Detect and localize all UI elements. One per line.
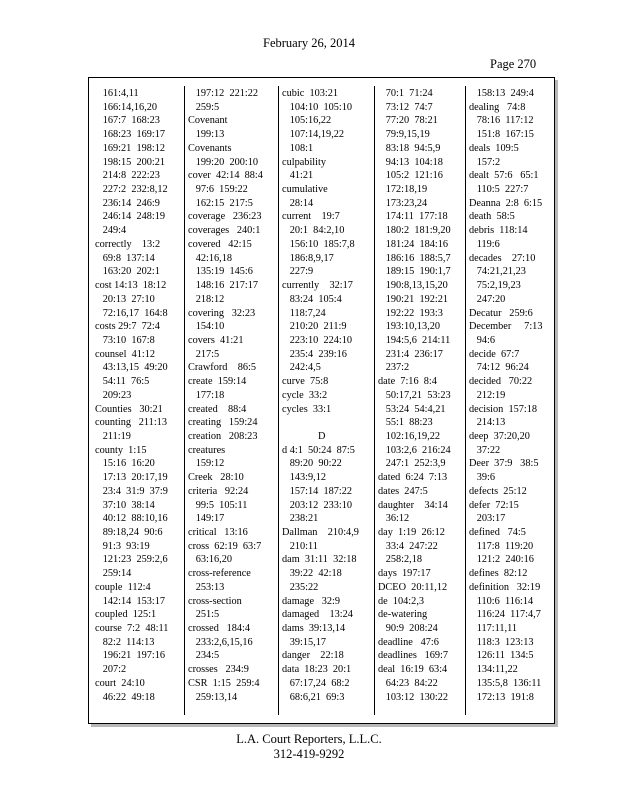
index-entry-line: day 1:19 26:12 — [378, 527, 445, 538]
index-entry-line: December 7:13 — [469, 321, 543, 333]
index-entry-line: dealt 57:6 65:1 — [469, 170, 539, 182]
index-entry-line: deadlines 169:7 — [378, 650, 449, 662]
index-entry-line: 177:18 — [188, 389, 225, 401]
index-entry-line: 217:5 — [188, 348, 220, 360]
index-entry-line: 234:5 — [188, 650, 220, 662]
index-entry-line: 223:10 224:10 — [282, 334, 353, 346]
index-entry-line: decades 27:10 — [469, 252, 536, 264]
index-entry-line: 134:11,22 — [469, 664, 518, 676]
index-entry-line: 68:6,21 69:3 — [282, 691, 345, 703]
index-entry-line: 110:5 227:7 — [469, 184, 529, 196]
index-entry-line: 167:7 168:23 — [95, 115, 160, 127]
index-entry-line: Deer 37:9 38:5 — [469, 458, 539, 470]
index-entry-line: Counties 30:21 — [95, 403, 163, 415]
index-entry-line: costs 29:7 72:4 — [95, 321, 160, 333]
index-entry-line: 242:4,5 — [282, 362, 321, 374]
index-entry-line: crosses 234:9 — [188, 664, 249, 676]
index-entry-line: criteria 92:24 — [188, 485, 249, 497]
index-column-2 — [188, 87, 263, 704]
column-divider — [374, 86, 375, 715]
index-entry-line — [282, 416, 359, 430]
index-entry-line: 168:23 169:17 — [95, 129, 166, 141]
index-entry-line: curve 75:8 — [282, 376, 329, 388]
index-entry-line: 259:5 — [188, 101, 220, 113]
index-entry-line: current 19:7 — [282, 211, 340, 223]
index-entry-line: danger 22:18 — [282, 650, 344, 662]
index-entry-line: dams 39:13,14 — [282, 623, 346, 635]
index-entry-line: 156:10 185:7,8 — [282, 238, 355, 250]
index-entry-line: 135:19 145:6 — [188, 266, 253, 278]
index-entry-line: 199:20 200:10 — [188, 156, 259, 168]
index-entry-line: 116:24 117:4,7 — [469, 609, 541, 621]
index-entry-line: creating 159:24 — [188, 417, 258, 429]
index-entry-line: Dallman 210:4,9 — [282, 527, 359, 538]
index-entry-line: 235:22 — [282, 581, 319, 593]
index-entry-line: 142:14 153:17 — [95, 595, 166, 607]
index-entry-line: 63:16,20 — [188, 554, 233, 566]
index-entry-line: cross 62:19 63:7 — [188, 540, 262, 552]
index-entry-line: 209:23 — [95, 389, 132, 401]
index-entry-line: 37:10 38:14 — [95, 499, 155, 511]
index-entry-line: creation 208:23 — [188, 430, 258, 442]
index-entry-line: critical 13:16 — [188, 527, 248, 538]
index-entry-line: 23:4 31:9 37:9 — [95, 485, 168, 497]
transcript-date: February 26, 2014 — [263, 36, 355, 50]
index-entry-line: covering 32:23 — [188, 307, 256, 319]
index-entry-line: CSR 1:15 259:4 — [188, 677, 260, 689]
index-entry-line: cumulative — [282, 184, 328, 196]
index-entry-line: 54:11 76:5 — [95, 376, 150, 388]
index-entry-line: 180:2 181:9,20 — [378, 225, 451, 237]
index-entry-line: 249:4 — [95, 225, 127, 237]
index-entry-line: 53:24 54:4,21 — [378, 403, 446, 415]
index-entry-line: 172:13 191:8 — [469, 691, 534, 703]
index-entry-line: 67:17,24 68:2 — [282, 677, 350, 689]
index-entry-line: 169:21 198:12 — [95, 142, 166, 154]
index-entry-line: Crawford 86:5 — [188, 362, 257, 374]
index-entry-line: 157:2 — [469, 156, 501, 168]
index-entry-line: death 58:5 — [469, 211, 515, 223]
index-entry-line: 157:14 187:22 — [282, 485, 353, 497]
index-entry-line: Covenants — [188, 142, 232, 154]
index-entry-line: 203:12 233:10 — [282, 499, 353, 511]
index-column-5 — [469, 87, 542, 704]
index-entry-line: cross-reference — [188, 568, 251, 580]
index-entry-line: 259:14 — [95, 568, 132, 580]
index-entry-line: 227:2 232:8,12 — [95, 184, 168, 196]
index-entry-line: deal 16:19 63:4 — [378, 664, 448, 676]
index-entry-line: DCEO 20:11,12 — [378, 581, 448, 593]
index-column-1 — [95, 87, 168, 704]
index-entry-line: deadline 47:6 — [378, 636, 439, 648]
index-entry-line: 82:2 114:13 — [95, 636, 155, 648]
index-entry-line: 166:14,16,20 — [95, 101, 158, 113]
index-column-3 — [282, 87, 359, 704]
index-entry-line: D — [282, 430, 326, 442]
index-entry-line: de 104:2,3 — [378, 595, 425, 607]
index-entry-line: 151:8 167:15 — [469, 129, 534, 141]
index-entry-line: daughter 34:14 — [378, 499, 448, 511]
index-entry-line: 99:5 105:11 — [188, 499, 248, 511]
index-entry-line: 83:24 105:4 — [282, 293, 342, 305]
index-entry-line: 119:6 — [469, 238, 500, 250]
index-entry-line: 126:11 134:5 — [469, 650, 534, 662]
index-entry-line: 118:7,24 — [282, 307, 326, 319]
index-entry-line: 97:6 159:22 — [188, 184, 248, 196]
index-entry-line: 42:16,18 — [188, 252, 233, 264]
index-entry-line: 149:17 — [188, 513, 225, 525]
index-entry-line: defined 74:5 — [469, 527, 526, 538]
index-entry-line: 70:1 71:24 — [378, 88, 433, 99]
index-entry-line: couple 112:4 — [95, 581, 151, 593]
index-entry-line: 78:16 117:12 — [469, 115, 534, 127]
index-entry-line: 107:14,19,22 — [282, 129, 345, 141]
index-entry-line: 40:12 88:10,16 — [95, 513, 168, 525]
index-entry-line: 94:6 — [469, 334, 496, 346]
index-entry-line: currently 32:17 — [282, 280, 353, 292]
index-entry-line: 46:22 49:18 — [95, 691, 155, 703]
index-entry-line: cycles 33:1 — [282, 403, 332, 415]
index-entry-line: decide 67:7 — [469, 348, 520, 360]
index-entry-line: 83:18 94:5,9 — [378, 142, 441, 154]
index-entry-line: 94:13 104:18 — [378, 156, 443, 168]
index-entry-line: coupled 125:1 — [95, 609, 157, 621]
index-entry-line: 20:13 27:10 — [95, 293, 155, 305]
index-entry-line: data 18:23 20:1 — [282, 664, 352, 676]
index-entry-line: correctly 13:2 — [95, 238, 161, 250]
index-entry-line: cubic 103:21 — [282, 88, 339, 99]
index-entry-line: 108:1 — [282, 142, 314, 154]
index-entry-line: 247:1 252:3,9 — [378, 458, 446, 470]
index-entry-line: decided 70:22 — [469, 376, 533, 388]
index-entry-line: creatures — [188, 444, 226, 456]
index-entry-line: 37:22 — [469, 444, 501, 456]
index-entry-line: 79:9,15,19 — [378, 129, 430, 141]
index-entry-line: 161:4,11 — [95, 88, 139, 99]
index-entry-line: 192:22 193:3 — [378, 307, 443, 319]
index-entry-line: 121:23 259:2,6 — [95, 554, 168, 566]
index-entry-line: dates 247:5 — [378, 485, 428, 497]
index-entry-line: 253:13 — [188, 581, 225, 593]
index-entry-line: 190:21 192:21 — [378, 293, 449, 305]
index-entry-line: 211:19 — [95, 430, 131, 442]
column-divider — [465, 86, 466, 715]
index-entry-line: 143:9,12 — [282, 472, 327, 484]
reporter-phone: 312-419-9292 — [273, 747, 345, 761]
index-entry-line: create 159:14 — [188, 376, 247, 388]
index-entry-line: 105:2 121:16 — [378, 170, 443, 182]
index-entry-line: deals 109:5 — [469, 142, 519, 154]
index-entry-line: 75:2,19,23 — [469, 280, 521, 292]
index-entry-line: 197:12 221:22 — [188, 88, 259, 99]
index-entry-line: 214:8 222:23 — [95, 170, 160, 182]
index-entry-line: course 7:2 48:11 — [95, 623, 169, 635]
column-divider — [184, 86, 185, 715]
index-entry-line: deep 37:20,20 — [469, 430, 530, 442]
index-entry-line: defer 72:15 — [469, 499, 519, 511]
index-entry-line: 193:10,13,20 — [378, 321, 441, 333]
index-entry-line: 69:8 137:14 — [95, 252, 155, 264]
index-entry-line: 74:12 96:24 — [469, 362, 529, 374]
index-entry-line: 199:13 — [188, 129, 225, 141]
index-entry-line: 247:20 — [469, 293, 506, 305]
index-entry-line: 90:9 208:24 — [378, 623, 438, 635]
index-entry-line: 194:5,6 214:11 — [378, 334, 451, 346]
index-entry-line: 210:20 211:9 — [282, 321, 347, 333]
index-entry-line: 33:4 247:22 — [378, 540, 438, 552]
index-entry-line: coverage 236:23 — [188, 211, 262, 223]
index-entry-line: damage 32:9 — [282, 595, 341, 607]
index-entry-line: 73:12 74:7 — [378, 101, 433, 113]
index-entry-line: created 88:4 — [188, 403, 247, 415]
index-entry-line: county 1:15 — [95, 444, 147, 456]
index-entry-line: 77:20 78:21 — [378, 115, 438, 127]
index-entry-line: 73:10 167:8 — [95, 334, 155, 346]
index-entry-line: 186:8,9,17 — [282, 252, 334, 264]
index-entry-line: defects 25:12 — [469, 485, 527, 497]
index-entry-line: de-watering — [378, 609, 428, 621]
index-entry-line: 91:3 93:19 — [95, 540, 150, 552]
index-entry-line: 212:19 — [469, 389, 506, 401]
index-entry-line: 237:2 — [378, 362, 410, 374]
index-entry-line: date 7:16 8:4 — [378, 376, 437, 388]
index-entry-line: decision 157:18 — [469, 403, 538, 415]
index-entry-line: cross-section — [188, 595, 242, 607]
index-entry-line: Deanna 2:8 6:15 — [469, 197, 543, 209]
index-frame — [88, 77, 555, 724]
index-entry-line: dam 31:11 32:18 — [282, 554, 357, 566]
index-entry-line: crossed 184:4 — [188, 623, 251, 635]
index-entry-line: 196:21 197:16 — [95, 650, 166, 662]
index-entry-line: 89:18,24 90:6 — [95, 527, 163, 538]
index-entry-line: 117:8 119:20 — [469, 540, 534, 552]
index-entry-line: 28:14 — [282, 197, 314, 209]
index-entry-line: 72:16,17 164:8 — [95, 307, 168, 319]
index-entry-line: 231:4 236:17 — [378, 348, 443, 360]
index-entry-line: dated 6:24 7:13 — [378, 472, 448, 484]
index-entry-line: 118:3 123:13 — [469, 636, 534, 648]
index-entry-line: 214:13 — [469, 417, 506, 429]
index-entry-line: 36:12 — [378, 513, 410, 525]
index-entry-line: counting 211:13 — [95, 417, 167, 429]
index-entry-line: 163:20 202:1 — [95, 266, 160, 278]
index-entry-line: 173:23,24 — [378, 197, 428, 209]
index-entry-line: 39:6 — [469, 472, 496, 484]
index-entry-line: 89:20 90:22 — [282, 458, 342, 470]
index-entry-line: 121:2 240:16 — [469, 554, 534, 566]
index-entry-line: 159:12 — [188, 458, 225, 470]
index-entry-line: 203:17 — [469, 513, 506, 525]
index-entry-line: 39:15,17 — [282, 636, 327, 648]
index-entry-line: court 24:10 — [95, 677, 145, 689]
column-divider — [278, 86, 279, 715]
index-entry-line: d 4:1 50:24 87:5 — [282, 444, 355, 456]
index-entry-line: 236:14 246:9 — [95, 197, 160, 209]
index-entry-line: 103:12 130:22 — [378, 691, 449, 703]
index-entry-line: coverages 240:1 — [188, 225, 261, 237]
page-number: Page 270 — [490, 57, 537, 71]
index-entry-line: 162:15 217:5 — [188, 197, 253, 209]
reporter-company: L.A. Court Reporters, L.L.C. — [236, 732, 382, 746]
index-entry-line: 41:21 — [282, 170, 314, 182]
index-entry-line: Creek 28:10 — [188, 472, 244, 484]
index-entry-line: 227:9 — [282, 266, 314, 278]
index-entry-line: 186:16 188:5,7 — [378, 252, 451, 264]
index-entry-line: 238:21 — [282, 513, 319, 525]
index-entry-line: cost 14:13 18:12 — [95, 280, 167, 292]
index-entry-line: definition 32:19 — [469, 581, 541, 593]
index-entry-line: 117:11,11 — [469, 623, 518, 635]
index-entry-line: Covenant — [188, 115, 228, 127]
index-entry-line: 105:16,22 — [282, 115, 332, 127]
index-entry-line: 103:2,6 216:24 — [378, 444, 451, 456]
index-entry-line: 246:14 248:19 — [95, 211, 166, 223]
index-entry-line: 181:24 184:16 — [378, 238, 449, 250]
index-entry-line: 158:13 249:4 — [469, 88, 534, 99]
index-entry-line: 251:5 — [188, 609, 220, 621]
index-column-4 — [378, 87, 451, 704]
index-entry-line: 174:11 177:18 — [378, 211, 448, 223]
index-entry-line: 135:5,8 136:11 — [469, 677, 542, 689]
index-entry-line: 50:17,21 53:23 — [378, 389, 451, 401]
index-entry-line: Decatur 259:6 — [469, 307, 533, 319]
index-entry-line: 258:2,18 — [378, 554, 423, 566]
index-entry-line: 259:13,14 — [188, 691, 238, 703]
index-entry-line: cover 42:14 88:4 — [188, 170, 263, 182]
index-entry-line: defines 82:12 — [469, 568, 528, 580]
page-footer — [0, 732, 618, 762]
index-entry-line: 210:11 — [282, 540, 318, 552]
index-entry-line: 235:4 239:16 — [282, 348, 347, 360]
index-entry-line: 104:10 105:10 — [282, 101, 353, 113]
index-entry-line: 198:15 200:21 — [95, 156, 166, 168]
index-entry-line: 20:1 84:2,10 — [282, 225, 345, 237]
index-entry-line: 64:23 84:22 — [378, 677, 438, 689]
index-entry-line: culpability — [282, 156, 327, 168]
index-entry-line: 190:8,13,15,20 — [378, 280, 448, 292]
index-entry-line: 172:18,19 — [378, 184, 428, 196]
index-entry-line: 55:1 88:23 — [378, 417, 433, 429]
index-entry-line: counsel 41:12 — [95, 348, 156, 360]
index-entry-line: 39:22 42:18 — [282, 568, 342, 580]
index-entry-line: cycle 33:2 — [282, 389, 328, 401]
index-entry-line: dealing 74:8 — [469, 101, 526, 113]
index-entry-line: 43:13,15 49:20 — [95, 362, 168, 374]
index-entry-line: 148:16 217:17 — [188, 280, 259, 292]
index-entry-line: 233:2,6,15,16 — [188, 636, 253, 648]
index-entry-line: debris 118:14 — [469, 225, 528, 237]
index-entry-line: 102:16,19,22 — [378, 430, 441, 442]
index-entry-line: 74:21,21,23 — [469, 266, 526, 278]
index-entry-line: covers 41:21 — [188, 334, 244, 346]
index-entry-line: 15:16 16:20 — [95, 458, 155, 470]
index-entry-line: 154:10 — [188, 321, 225, 333]
index-entry-line: covered 42:15 — [188, 238, 252, 250]
index-entry-line: days 197:17 — [378, 568, 431, 580]
index-entry-line: 189:15 190:1,7 — [378, 266, 451, 278]
index-entry-line: 218:12 — [188, 293, 225, 305]
index-entry-line: 207:2 — [95, 664, 127, 676]
index-entry-line: 110:6 116:14 — [469, 595, 534, 607]
index-entry-line: 17:13 20:17,19 — [95, 472, 168, 484]
index-entry-line: damaged 13:24 — [282, 609, 353, 621]
